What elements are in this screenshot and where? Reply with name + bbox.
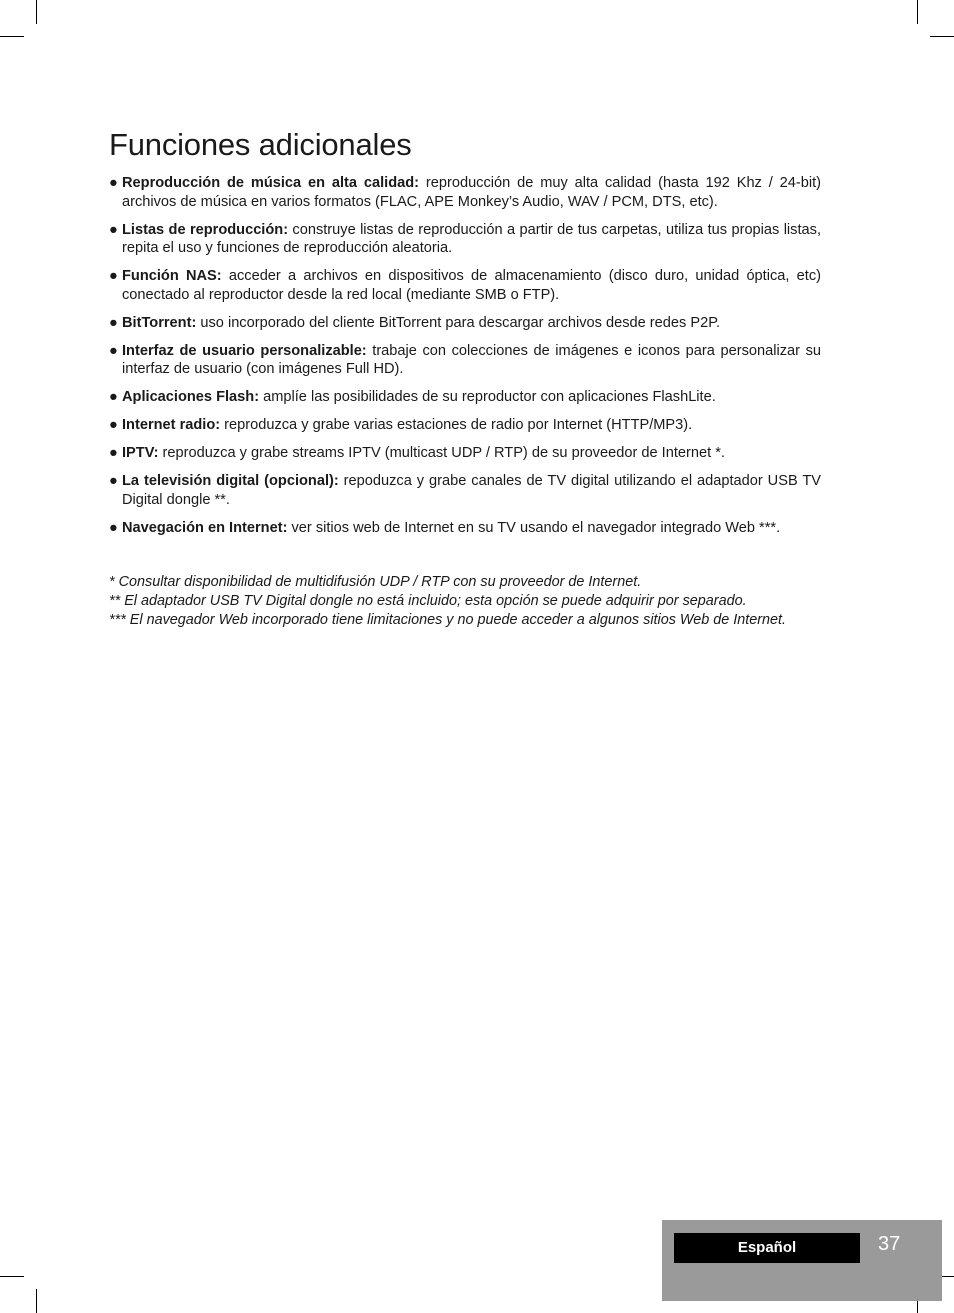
bullet-icon: ● bbox=[109, 473, 118, 490]
feature-list bbox=[109, 174, 821, 537]
feature-item bbox=[109, 221, 821, 258]
feature-text: uso incorporado del cliente BitTorrent para descargar archivos desde redes P2P. bbox=[196, 314, 721, 331]
bullet-icon: ● bbox=[109, 417, 118, 434]
crop-mark bbox=[930, 36, 954, 37]
bullet-icon: ● bbox=[109, 445, 118, 462]
feature-label: Aplicaciones Flash: bbox=[122, 389, 260, 406]
footnotes bbox=[109, 573, 821, 629]
feature-text: construye listas de reproducción a partir de tus carpetas, utiliza tus propias listas, repita el uso y funciones de reproducción aleatoria. bbox=[122, 221, 821, 257]
language-tab: Español bbox=[674, 1233, 860, 1263]
page-footer bbox=[662, 1220, 942, 1301]
feature-text: ver sitios web de Internet en su TV usando el navegador integrado Web ***. bbox=[287, 519, 781, 536]
feature-label: Listas de reproducción: bbox=[122, 221, 289, 238]
page-title: Funciones adicionales bbox=[109, 127, 412, 162]
page-number: 37 bbox=[878, 1233, 901, 1255]
crop-mark bbox=[917, 0, 918, 24]
feature-text: reproduzca y grabe streams IPTV (multicast UDP / RTP) de su proveedor de Internet *. bbox=[158, 445, 725, 462]
bullet-icon: ● bbox=[109, 342, 118, 359]
feature-text: repoduzca y grabe canales de TV digital utilizando el adaptador USB TV Digital dongle **. bbox=[122, 473, 822, 508]
bullet-icon: ● bbox=[109, 314, 118, 331]
crop-mark bbox=[0, 1276, 24, 1277]
feature-label: BitTorrent: bbox=[122, 314, 197, 331]
feature-item bbox=[109, 519, 821, 538]
bullet-icon: ● bbox=[109, 389, 118, 406]
feature-item bbox=[109, 314, 821, 333]
feature-label: Reproducción de música en alta calidad: bbox=[122, 175, 420, 191]
feature-label: Interfaz de usuario personalizable: bbox=[122, 342, 367, 359]
feature-item bbox=[109, 388, 821, 407]
footnote: ** El adaptador USB TV Digital dongle no está incluido; esta opción se puede adquirir por separado. bbox=[109, 593, 747, 610]
bullet-icon: ● bbox=[109, 268, 118, 285]
feature-text: reproduzca y grabe varias estaciones de radio por Internet (HTTP/MP3). bbox=[220, 417, 693, 434]
feature-label: Navegación en Internet: bbox=[122, 519, 288, 536]
feature-item bbox=[109, 472, 821, 509]
page-content bbox=[109, 126, 821, 629]
bullet-icon: ● bbox=[109, 221, 118, 238]
feature-text: trabaje con colecciones de imágenes e iconos para personalizar su interfaz de usuario (con imágenes Full HD). bbox=[122, 342, 821, 378]
feature-item bbox=[109, 416, 821, 435]
feature-label: Función NAS: bbox=[122, 268, 222, 285]
feature-item bbox=[109, 444, 821, 463]
bullet-icon: ● bbox=[109, 175, 118, 191]
feature-item bbox=[109, 342, 821, 379]
crop-mark bbox=[36, 1289, 37, 1313]
feature-label: IPTV: bbox=[122, 445, 159, 462]
feature-text: amplíe las posibilidades de su reproductor con aplicaciones FlashLite. bbox=[259, 389, 716, 406]
feature-label: Internet radio: bbox=[122, 417, 221, 434]
footnote: *** El navegador Web incorporado tiene limitaciones y no puede acceder a algunos sitios Web de Internet. bbox=[109, 611, 787, 628]
feature-item bbox=[109, 267, 821, 304]
feature-label: La televisión digital (opcional): bbox=[122, 473, 339, 490]
bullet-icon: ● bbox=[109, 519, 118, 536]
crop-mark bbox=[0, 36, 24, 37]
feature-item bbox=[109, 174, 821, 211]
feature-text: acceder a archivos en dispositivos de almacenamiento (disco duro, unidad óptica, etc) conectado al reproductor desde la red local (mediante SMB o FTP). bbox=[122, 268, 821, 303]
feature-text: reproducción de muy alta calidad (hasta 192 Khz / 24-bit) archivos de música en varios formatos (FLAC, APE Monkey’s Audio, WAV / PCM, DTS, etc). bbox=[122, 175, 821, 210]
crop-mark bbox=[36, 0, 37, 24]
footnote: * Consultar disponibilidad de multidifusión UDP / RTP con su proveedor de Internet. bbox=[109, 574, 642, 591]
